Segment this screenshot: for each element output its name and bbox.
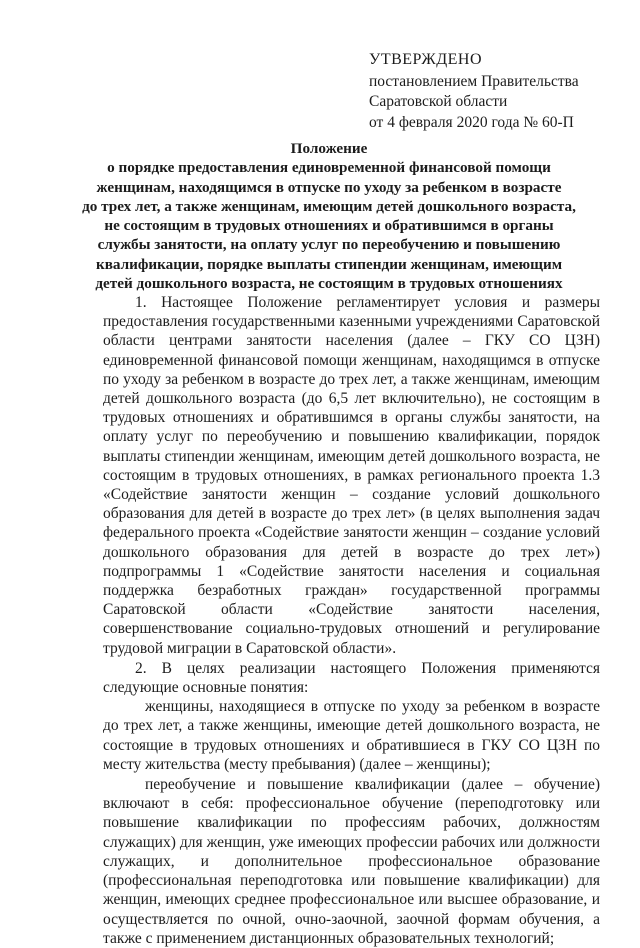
title-line: до трех лет, а также женщинам, имеющим детей дошкольного возраста, [82, 197, 576, 215]
paragraph-2: 2. В целях реализации настоящего Положения применяются следующие основные понятия: [103, 659, 600, 697]
approval-line: постановлением Правительства [369, 72, 579, 90]
title-line: детей дошкольного возраста, не состоящим в трудовых отношениях [95, 275, 563, 293]
document-body [103, 293, 600, 948]
definition-women: женщины, находящиеся в отпуске по уходу за ребенком в возрасте до трех лет, а также женщины, имеющие детей дошкольного возраста, не состоящие в трудовых отношениях и обратившиеся в ГКУ СО ЦЗН по месту жительства (месту пребывания) (далее – женщины); [103, 698, 600, 773]
title-line: службы занятости, на оплату услуг по переобучению и повышению [97, 236, 561, 254]
definition-training: переобучение и повышение квалификации (далее – обучение) включают в себя: профессиональное обучение (переподготовку или повышение квалификации по профессиям рабочих, должностям служащих) для женщин, уже имеющих профессии рабочих или должности служащих, и дополнительное профессиональное образование (профессиональная переподготовка или повышение квалификации) для женщин, имеющих среднее профессиональное или высшее образование, и осуществляется по очной, очно-заочной, заочной формам обучения, а также с применением дистанционных образовательных технологий; [103, 776, 600, 947]
document-title [78, 139, 580, 293]
paragraph-1: 1. Настоящее Положение регламентирует условия и размеры предоставления государственными казенными учреждениями Саратовской области центрами занятости населения (далее – ГКУ СО ЦЗН) единовременной финансовой помощи женщинам, находящимся в отпуске по уходу за ребенком в возрасте до трех лет, а также женщинам, имеющим детей дошкольного возраста (до 6,5 лет включительно), не состоящим в трудовых отношениях и обратившимся в органы службы занятости, на оплату услуг по переобучению и повышению квалификации, порядок выплаты стипендии женщинам, имеющим детей дошкольного возраста, не состоящим в трудовых отношениях, в рамках регионального проекта 1.3 «Содействие занятости женщин – создание условий дошкольного образования для детей в возрасте до трех лет» (в целях выполнения задач федерального проекта «Содействие занятости женщин – создание условий дошкольного образования для детей в возрасте до трех лет») подпрограммы 1 «Содействие занятости населения и социальная поддержка безработных граждан» государственной программы Саратовской области «Содействие занятости населения, совершенствование социально-трудовых отношений и регулирование трудовой миграции в Саратовской области». [103, 294, 600, 657]
title-line: о порядке предоставления единовременной финансовой помощи [107, 159, 551, 177]
approval-block [369, 50, 629, 133]
approval-date-line: от 4 февраля 2020 года № 60-П [369, 113, 574, 131]
approval-heading: УТВЕРЖДЕНО [369, 51, 483, 68]
title-line: женщинам, находящимся в отпуске по уходу за ребенком в возрасте [96, 178, 562, 196]
approval-line: Саратовской области [369, 93, 508, 110]
title-heading: Положение [290, 140, 368, 157]
title-line: квалификации, порядке выплаты стипендии женщинам, имеющим [95, 255, 563, 273]
title-line: не состоящим в трудовых отношениях и обратившимся в органы [104, 217, 554, 235]
